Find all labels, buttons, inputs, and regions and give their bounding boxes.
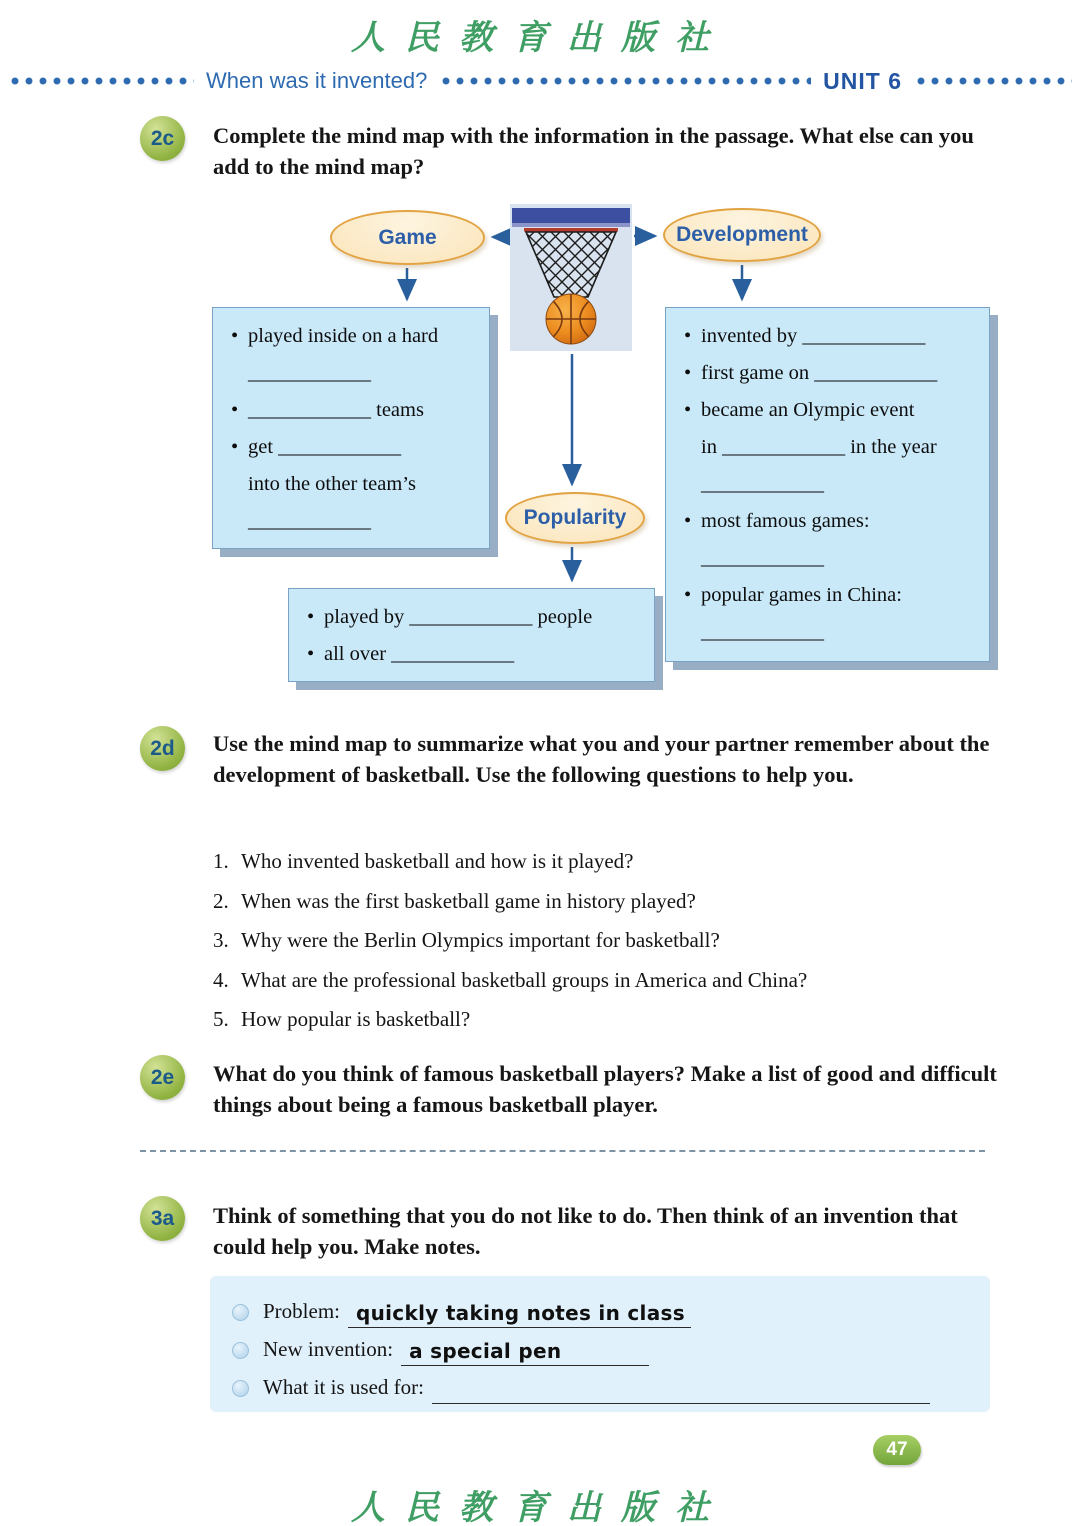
publisher-logo-bottom: 人民教育出版社 bbox=[351, 1488, 729, 1526]
instruction-3a: Think of something that you do not like to do. Then think of an invention that could help you. Make notes. bbox=[213, 1203, 958, 1259]
popularity-notes-box bbox=[288, 588, 655, 682]
game-notes-box bbox=[212, 307, 490, 549]
mindmap-item: • get ____________ bbox=[227, 429, 475, 466]
section-divider bbox=[140, 1150, 985, 1152]
mindmap-item: into the other team’s bbox=[248, 473, 416, 495]
mindmap-item: • played inside on a hard bbox=[227, 318, 475, 355]
page-number-badge: 47 bbox=[873, 1435, 921, 1465]
question-text: Why were the Berlin Olympics important for basketball? bbox=[241, 928, 720, 952]
note-row bbox=[232, 1290, 968, 1328]
fill-in-blank: ____________ bbox=[701, 547, 824, 569]
handwritten-answer: quickly taking notes in class bbox=[356, 1301, 685, 1325]
section-badge-2c: 2c bbox=[140, 116, 185, 161]
mindmap-item: • all over ____________ bbox=[303, 636, 640, 673]
note-label: What it is used for: bbox=[263, 1375, 424, 1399]
question-item bbox=[213, 1000, 1013, 1040]
question-text: Who invented basketball and how is it played? bbox=[241, 849, 634, 873]
mind-map bbox=[0, 200, 1080, 692]
fill-in-blank: ____________ bbox=[248, 362, 371, 384]
question-number: 1. bbox=[213, 849, 229, 873]
question-item bbox=[213, 921, 1013, 961]
node-popularity: Popularity bbox=[505, 492, 645, 544]
dotted-leader bbox=[914, 76, 1072, 86]
question-number: 4. bbox=[213, 967, 229, 992]
node-development: Development bbox=[663, 208, 821, 262]
question-text: How popular is basketball? bbox=[241, 1007, 471, 1031]
section-badge-2e: 2e bbox=[140, 1055, 185, 1100]
note-row bbox=[232, 1328, 968, 1366]
mindmap-item: • most famous games: bbox=[680, 503, 975, 540]
question-text: When was the first basketball game in history played? bbox=[241, 888, 696, 913]
node-game: Game bbox=[330, 210, 485, 265]
mindmap-item: • played by ____________ people bbox=[303, 599, 640, 636]
section-badge-3a: 3a bbox=[140, 1196, 185, 1241]
mindmap-item: in ____________ in the year bbox=[701, 436, 937, 458]
instruction-2e: What do you think of famous basketball players? Make a list of good and difficult things about being a famous basketball player. bbox=[213, 1061, 997, 1117]
development-notes-box bbox=[665, 307, 990, 662]
question-list bbox=[213, 842, 1013, 1040]
unit-label: UNIT 6 bbox=[823, 67, 902, 94]
note-blank bbox=[348, 1301, 691, 1328]
handwritten-answer: a special pen bbox=[409, 1339, 562, 1363]
mindmap-item: • became an Olympic event bbox=[680, 392, 975, 429]
question-number: 3. bbox=[213, 928, 229, 952]
question-text: What are the professional basketball groups in America and China? bbox=[241, 967, 808, 992]
mindmap-item: • popular games in China: bbox=[680, 577, 975, 614]
publisher-logo-top: 人民教育出版社 bbox=[351, 18, 729, 58]
section-badge-2d: 2d bbox=[140, 726, 185, 771]
note-blank bbox=[401, 1339, 649, 1366]
note-row bbox=[232, 1366, 968, 1404]
question-item bbox=[213, 961, 1013, 1001]
notes-box bbox=[210, 1276, 990, 1412]
note-label: Problem: bbox=[263, 1299, 340, 1323]
note-label: New invention: bbox=[263, 1337, 394, 1361]
bullet-icon bbox=[232, 1304, 249, 1321]
bullet-icon bbox=[232, 1342, 249, 1359]
bullet-icon bbox=[232, 1380, 249, 1397]
lesson-title: When was it invented? bbox=[206, 68, 428, 93]
fill-in-blank: ____________ bbox=[701, 621, 824, 643]
basketball-hoop-image bbox=[510, 204, 632, 351]
mindmap-item: • first game on ____________ bbox=[680, 355, 975, 392]
question-item bbox=[213, 882, 1013, 922]
instruction-2d: Use the mind map to summarize what you and your partner remember about the development of basketball. Use the following questions to help you. bbox=[213, 731, 990, 787]
dotted-leader bbox=[8, 76, 194, 86]
mindmap-item: • invented by ____________ bbox=[680, 318, 975, 355]
question-number: 2. bbox=[213, 888, 229, 913]
dotted-leader bbox=[439, 76, 811, 86]
note-blank bbox=[432, 1401, 930, 1404]
header bbox=[8, 66, 1072, 96]
question-number: 5. bbox=[213, 1007, 229, 1031]
mindmap-item: • ____________ teams bbox=[227, 392, 475, 429]
fill-in-blank: ____________ bbox=[701, 473, 824, 495]
fill-in-blank: ____________ bbox=[248, 510, 371, 532]
question-item bbox=[213, 842, 1013, 882]
instruction-2c: Complete the mind map with the information in the passage. What else can you add to the mind map? bbox=[213, 123, 974, 179]
